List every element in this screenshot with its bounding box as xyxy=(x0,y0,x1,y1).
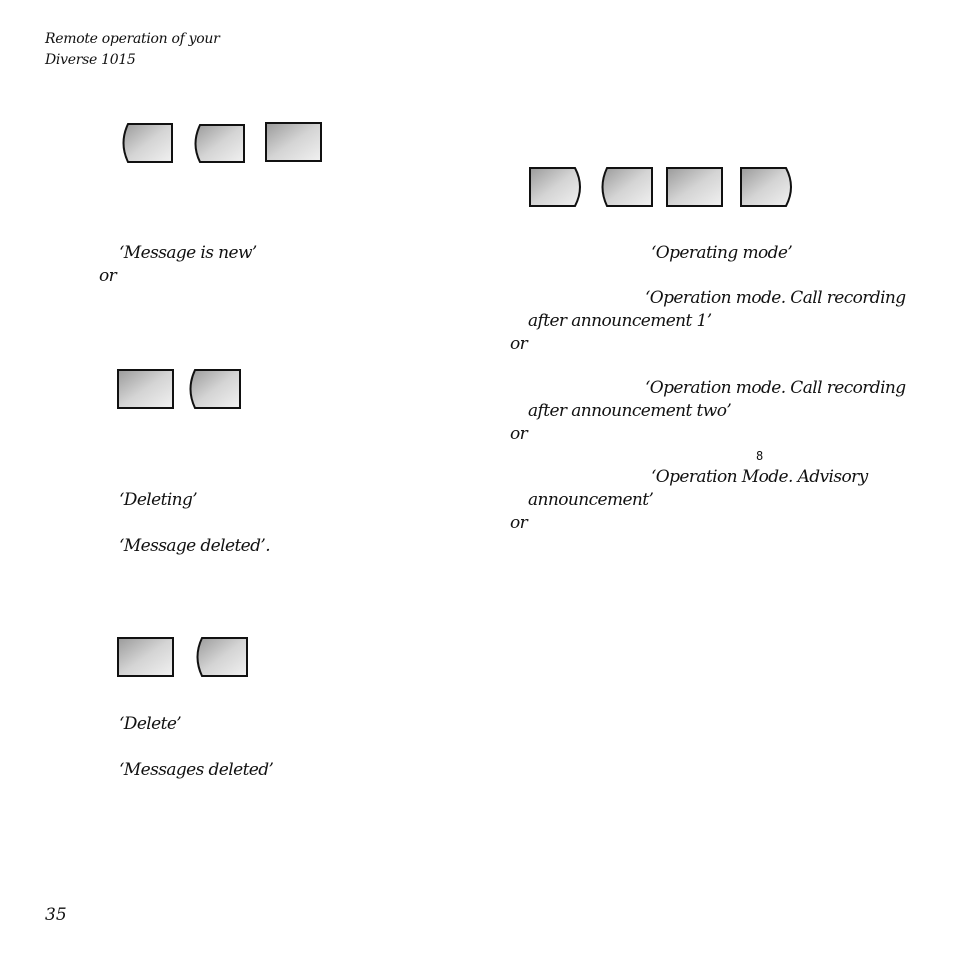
text-deleting: ‘Deleting’ xyxy=(119,490,198,510)
text-delete: ‘Delete’ xyxy=(119,714,182,734)
key-right-rounded-icon xyxy=(529,167,587,208)
key-square-icon xyxy=(265,122,323,163)
key-left-rounded-icon xyxy=(190,124,246,164)
key-left-rounded-icon xyxy=(597,167,654,208)
text-or: or xyxy=(510,513,528,533)
key-right-rounded-icon xyxy=(740,167,798,208)
running-header xyxy=(45,29,220,71)
text-or: or xyxy=(99,266,117,286)
header-line-1: Remote operation of your xyxy=(45,31,220,47)
text-op-mode-3-line-1: ‘Operation Mode. Advisory xyxy=(651,467,868,487)
text-op-mode-2-line-1: ‘Operation mode. Call recording xyxy=(645,378,906,398)
display-digit: 8 xyxy=(756,449,764,463)
page-number: 35 xyxy=(45,905,67,925)
text-message-deleted: ‘Message deleted’. xyxy=(119,536,271,556)
text-op-mode-1-line-1: ‘Operation mode. Call recording xyxy=(645,288,906,308)
text-op-mode-2-line-2: after announcement two’ xyxy=(528,401,732,421)
text-message-is-new: ‘Message is new’ xyxy=(119,243,257,263)
text-or: or xyxy=(510,334,528,354)
text-op-mode-3-line-2: announcement’ xyxy=(528,490,654,510)
key-square-icon xyxy=(117,637,175,678)
key-left-rounded-icon xyxy=(118,123,174,163)
text-or: or xyxy=(510,424,528,444)
key-square-icon xyxy=(666,167,724,208)
text-op-mode-1-line-2: after announcement 1’ xyxy=(528,311,712,331)
header-line-2: Diverse 1015 xyxy=(45,52,136,68)
text-operating-mode: ‘Operating mode’ xyxy=(651,243,793,263)
text-messages-deleted: ‘Messages deleted’ xyxy=(119,760,274,780)
key-left-rounded-icon xyxy=(185,369,242,410)
key-square-icon xyxy=(117,369,175,410)
key-left-rounded-icon xyxy=(192,637,249,678)
